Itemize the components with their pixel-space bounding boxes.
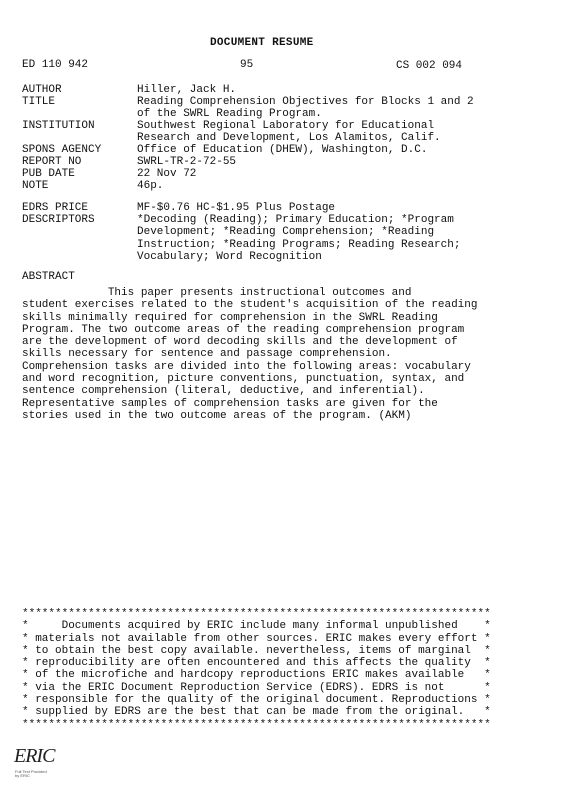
notice-border-bottom: *********************************************************************** (22, 718, 491, 731)
notice-line: * responsible for the quality of the original document. Reproductions * (22, 694, 491, 707)
abstract-body: This paper presents instructional outcomes and student exercises related to the student's acquisition of the reading skills minimally required for comprehension in the SWRL Reading Program. The two outcome areas of the reading comprehension program are the development of word decoding skills and the development of skills necessary for sentence and passage comprehension. Comprehension tasks are divided into the following areas: vocabulary and word recognition, picture conventions, punctuation, syntax, and sentence comprehension (literal, deductive, and inferential). Representative samples of comprehension tasks are given for the stories used in the two outcome areas of the program. (AKM) (22, 287, 478, 422)
notice-line: * to obtain the best copy available. nevertheless, items of marginal * (22, 644, 491, 657)
field-label: TITLE (22, 96, 56, 108)
field-value: Southwest Regional Laboratory for Educational Research and Development, Los Alamitos, Calif. (137, 120, 441, 145)
notice-line: * reproducibility are often encountered and this affects the quality * (22, 657, 491, 670)
eric-logo-text: ERIC (14, 745, 55, 767)
notice-line: * materials not available from other sources. ERIC makes every effort * (22, 632, 491, 645)
notice-border-top: *********************************************************************** (22, 608, 491, 620)
field-label: REPORT NO (22, 156, 82, 168)
ed-number: ED 110 942 (22, 59, 89, 71)
field-label: NOTE (22, 180, 49, 192)
document-title: DOCUMENT RESUME (210, 37, 314, 49)
field-label: PUB DATE (22, 168, 75, 180)
abstract-label: ABSTRACT (22, 271, 75, 283)
field-label: DESCRIPTORS (22, 214, 95, 226)
notice-line: * Documents acquired by ERIC include many informal unpublished * (22, 620, 491, 633)
notice-line: * supplied by EDRS are the best that can be made from the original. * (22, 706, 491, 719)
field-value: 22 Nov 72 (137, 168, 197, 180)
field-value: Reading Comprehension Objectives for Blocks 1 and 2 of the SWRL Reading Program. (137, 96, 474, 121)
notice-line: * of the microfiche and hardcopy reproductions ERIC makes available * (22, 669, 491, 682)
field-value: MF-$0.76 HC-$1.95 Plus Postage (137, 202, 336, 214)
field-label: AUTHOR (22, 84, 62, 96)
cs-number: CS 002 094 (396, 60, 463, 72)
page-reference: 95 (240, 59, 254, 71)
field-label: INSTITUTION (22, 120, 95, 132)
field-value: 46p. (137, 180, 164, 192)
field-label: EDRS PRICE (22, 202, 89, 214)
eric-logo (14, 745, 55, 778)
eric-logo-caption: Full Text Provided by ERIC (15, 769, 47, 778)
field-value: SWRL-TR-2-72-55 (137, 156, 237, 168)
field-value: *Decoding (Reading); Primary Education; *Program Development; *Reading Comprehension; *Reading Instruction; *Reading Programs; Reading Research; Vocabulary; Word Recognition (137, 214, 461, 263)
reproduction-notice (22, 608, 532, 731)
field-value: Hiller, Jack H. (137, 84, 237, 96)
field-value: Office of Education (DHEW), Washington, D.C. (137, 144, 428, 156)
field-label: SPONS AGENCY (22, 144, 102, 156)
notice-line: * via the ERIC Document Reproduction Service (EDRS). EDRS is not * (22, 681, 491, 694)
